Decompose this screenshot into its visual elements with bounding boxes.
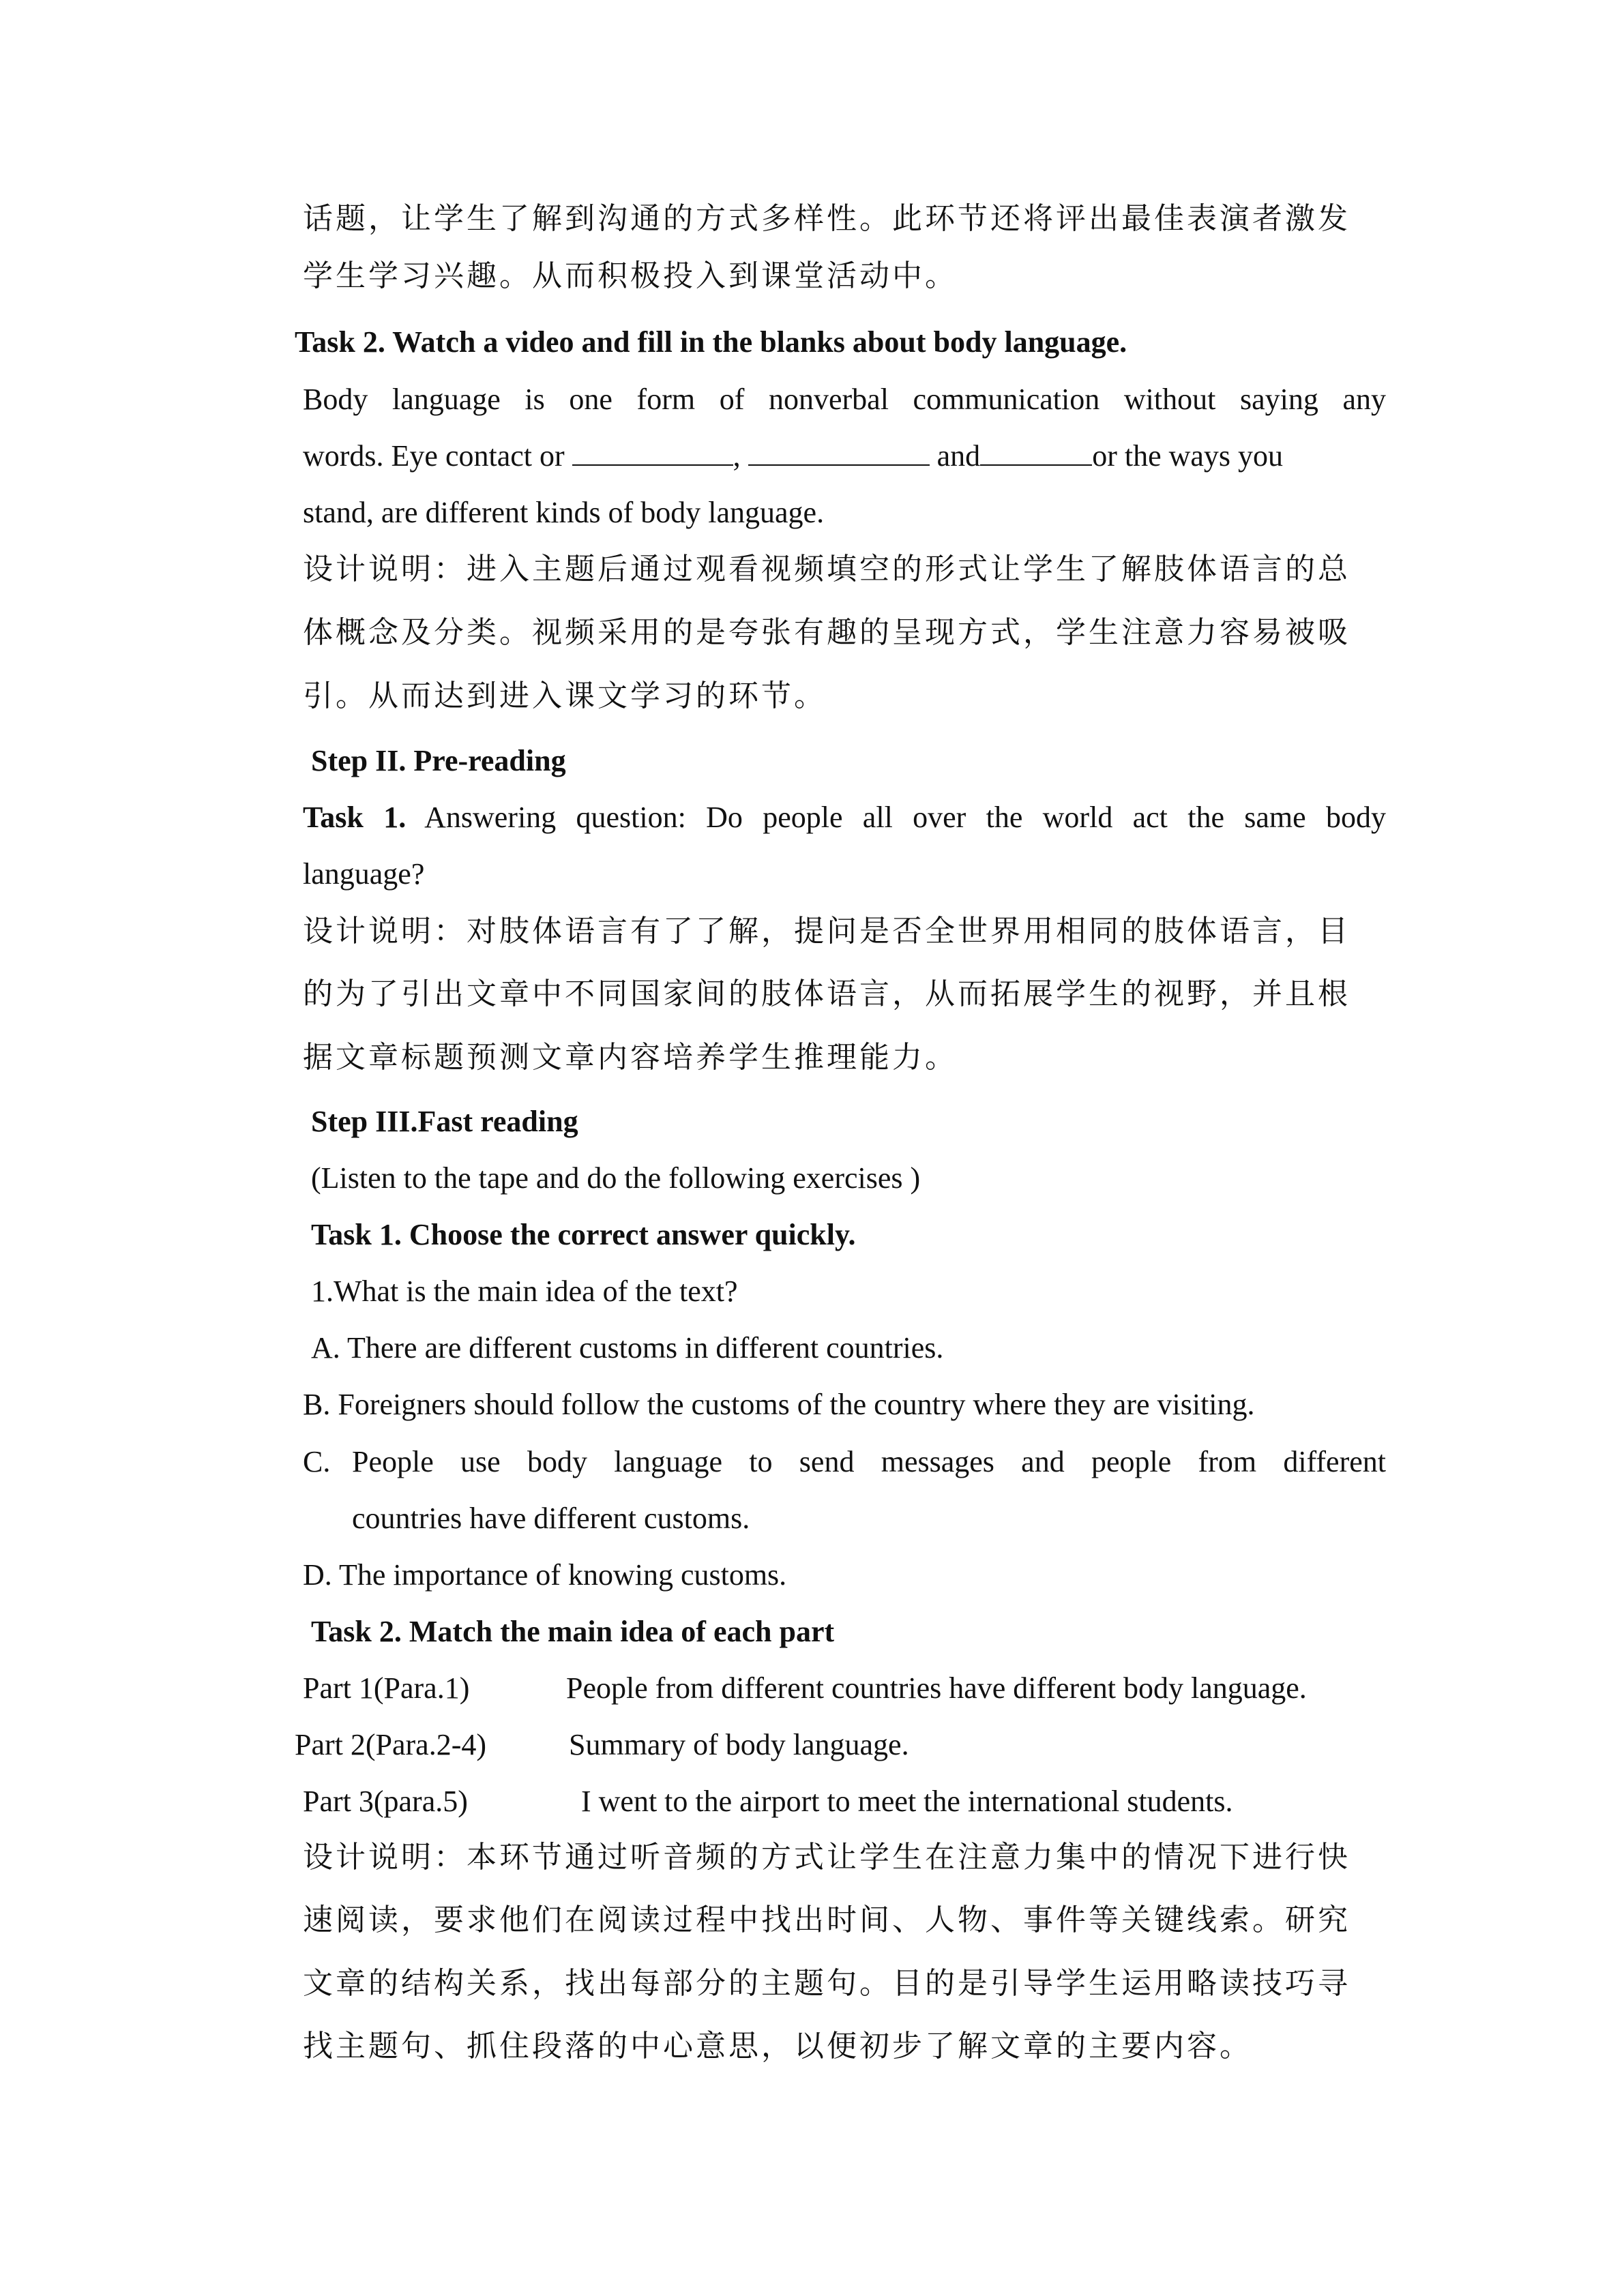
step3-note: (Listen to the tape and do the following exercises )	[311, 1161, 921, 1195]
step2-design-3: 据文章标题预测文章内容培养学生推理能力。	[303, 1040, 958, 1075]
intro-line-1: 话题，让学生了解到沟通的方式多样性。此环节还将评出最佳表演者激发	[303, 201, 1350, 236]
step3-option-c-label: C.	[303, 1445, 331, 1478]
step2-task1-line-1	[303, 799, 1386, 837]
step3-design-3: 文章的结构关系，找出每部分的主题句。目的是引导学生运用略读技巧寻	[303, 1966, 1350, 2001]
task2-design-3: 引。从而达到进入课文学习的环节。	[303, 679, 827, 713]
step2-design-2: 的为了引出文章中不同国家间的肢体语言，从而拓展学生的视野，并且根	[303, 976, 1350, 1011]
part-2-idea: Summary of body language.	[569, 1728, 909, 1761]
part-3-label: Part 3(para.5)	[303, 1785, 468, 1818]
step2-heading: Step II. Pre-reading	[311, 744, 566, 777]
step3-design-4: 找主题句、抓住段落的中心意思，以便初步了解文章的主要内容。	[303, 2029, 1252, 2063]
step3-task2-heading: Task 2. Match the main idea of each part	[311, 1615, 835, 1648]
step3-option-b: B. Foreigners should follow the customs of the country where they are visiting.	[303, 1388, 1255, 1421]
task2-text-b: ,	[733, 439, 748, 473]
step2-task1-label: Task 1.	[303, 801, 407, 834]
task2-video-line-1: Body language is one form of nonverbal communication without saying any	[303, 383, 1386, 416]
step3-design-1: 设计说明：本环节通过听音频的方式让学生在注意力集中的情况下进行快	[303, 1840, 1350, 1875]
step3-option-d: D. The importance of knowing customs.	[303, 1558, 787, 1592]
intro-line-2: 学生学习兴趣。从而积极投入到课堂活动中。	[303, 258, 958, 293]
task2-video-line-2	[303, 437, 1283, 475]
task2-design-1: 设计说明：进入主题后通过观看视频填空的形式让学生了解肢体语言的总	[303, 552, 1350, 586]
part-1-idea: People from different countries have different body language.	[566, 1671, 1307, 1705]
step3-question: 1.What is the main idea of the text?	[311, 1274, 738, 1308]
task2-text-d: or the ways you	[1092, 439, 1284, 473]
step3-design-2: 速阅读，要求他们在阅读过程中找出时间、人物、事件等关键线索。研究	[303, 1903, 1350, 1937]
blank-3[interactable]	[980, 438, 1092, 466]
part-3-idea: I went to the airport to meet the international students.	[581, 1785, 1233, 1818]
step2-task1-line-2: language?	[303, 857, 425, 891]
step2-design-1: 设计说明：对肢体语言有了了解，提问是否全世界用相同的肢体语言，目	[303, 914, 1350, 949]
step3-option-a: A. There are different customs in different countries.	[311, 1331, 944, 1365]
step3-heading: Step III.Fast reading	[311, 1105, 578, 1138]
task2-design-2: 体概念及分类。视频采用的是夸张有趣的呈现方式，学生注意力容易被吸	[303, 615, 1350, 650]
task2-text-a: words. Eye contact or	[303, 439, 572, 473]
part-2-label: Part 2(Para.2-4)	[295, 1728, 487, 1761]
step3-option-c-line-1: People use body language to send messages and people from different	[352, 1445, 1386, 1478]
step3-option-c-line-2: countries have different customs.	[352, 1502, 750, 1535]
blank-1[interactable]	[572, 438, 733, 466]
step2-task1-text: Answering question: Do people all over the world act the same body	[406, 801, 1387, 834]
blank-2[interactable]	[748, 438, 930, 466]
step3-task1-heading: Task 1. Choose the correct answer quickly.	[311, 1218, 856, 1251]
task2-video-heading: Task 2. Watch a video and fill in the blanks about body language.	[295, 325, 1127, 359]
task2-video-line-3: stand, are different kinds of body language.	[303, 496, 825, 529]
task2-text-c: and	[929, 439, 981, 473]
part-1-label: Part 1(Para.1)	[303, 1671, 470, 1705]
